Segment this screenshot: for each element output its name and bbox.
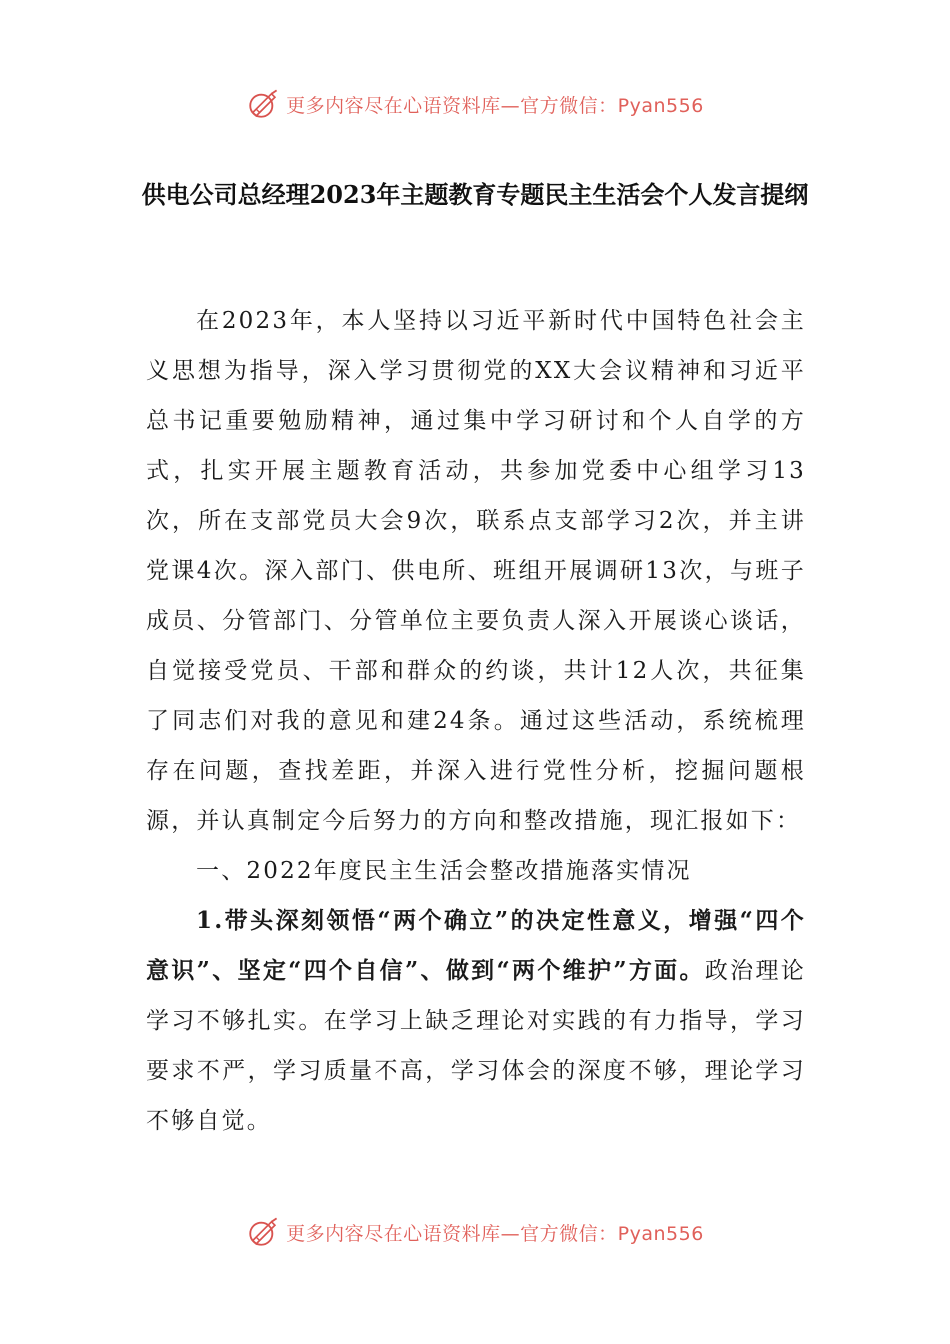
section-heading: 一、2022年度民主生活会整改措施落实情况 xyxy=(196,858,692,884)
item-text: 政治理论学习不够扎实。在学习上缺乏理论对实践的有力指导，学习要求不严，学习质量不高，学习体会的深度不够，理论学习不够自觉。 xyxy=(146,958,806,1134)
document-body xyxy=(146,296,806,1146)
item-bold-lead: 1.带头深刻领悟“两个确立”的决定性意义，增强“四个意识”、坚定“四个自信”、做到“两个维护”方面。 xyxy=(146,907,806,984)
pen-logo-icon xyxy=(246,1215,280,1249)
watermark-banner-bottom xyxy=(0,1212,950,1252)
document-title: 供电公司总经理2023年主题教育专题民主生活会个人发言提纲 xyxy=(141,180,809,209)
watermark-text: 更多内容尽在心语资料库—官方微信：Pyan556 xyxy=(286,1222,704,1245)
pen-logo-icon xyxy=(246,87,280,121)
watermark-text: 更多内容尽在心语资料库—官方微信：Pyan556 xyxy=(286,94,704,117)
intro-paragraph: 在2023年，本人坚持以习近平新时代中国特色社会主义思想为指导，深入学习贯彻党的XX大会议精神和习近平总书记重要勉励精神，通过集中学习研讨和个人自学的方式，扎实开展主题教育活动，共参加党委中心组学习13次，所在支部党员大会9次，联系点支部学习2次，并主讲党课4次。深入部门、供电所、班组开展调研13次，与班子成员、分管部门、分管单位主要负责人深入开展谈心谈话，自觉接受党员、干部和群众的约谈，共计12人次，共征集了同志们对我的意见和建24条。通过这些活动，系统梳理存在问题，查找差距，并深入进行党性分析，挖掘问题根源，并认真制定今后努力的方向和整改措施，现汇报如下： xyxy=(146,308,806,834)
watermark-banner-top xyxy=(0,84,950,124)
item-paragraph xyxy=(146,896,806,1146)
